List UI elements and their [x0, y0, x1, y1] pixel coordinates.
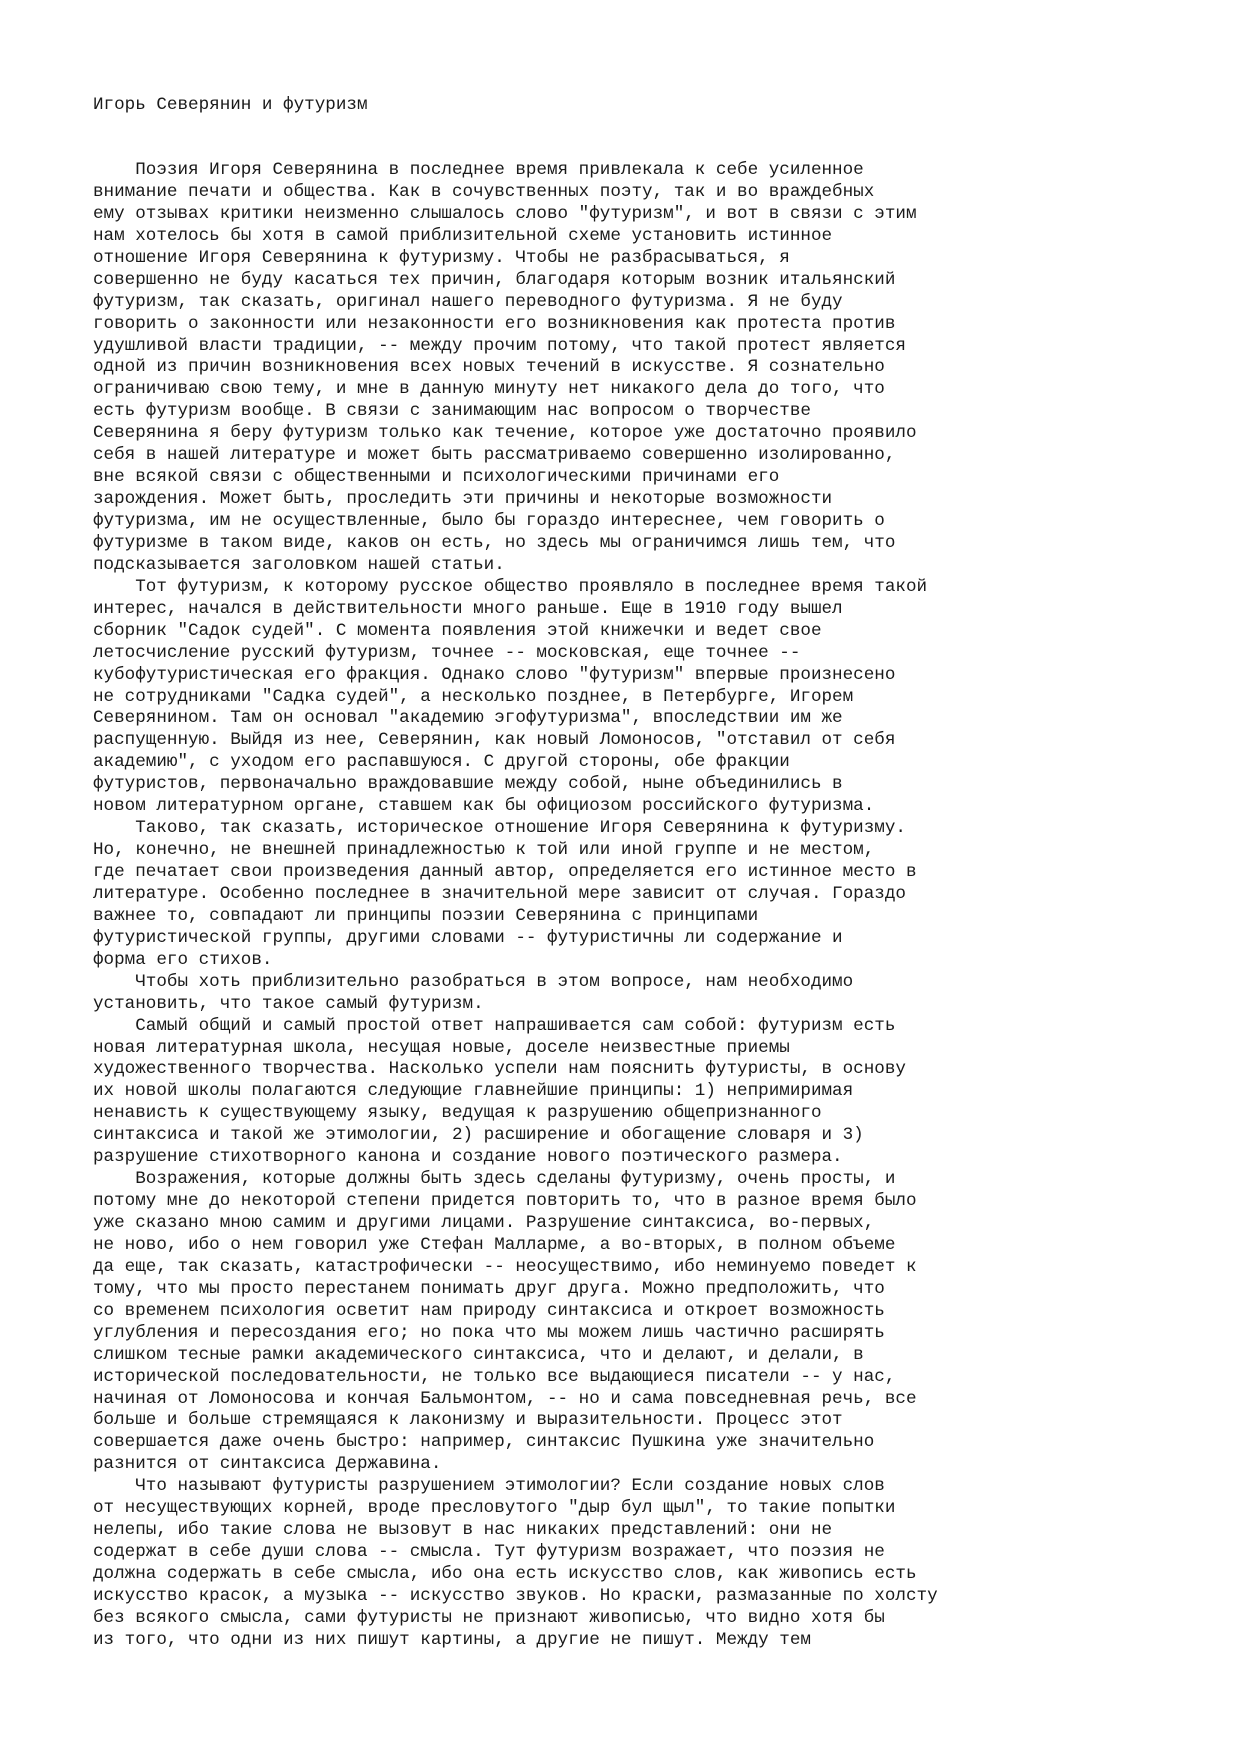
text-line: новом литературном органе, ставшем как бы официозом российского футуризма. — [93, 796, 875, 817]
text-line: со временем психология осветит нам природу синтаксиса и откроет возможность — [93, 1300, 885, 1321]
text-line: Но, конечно, не внешней принадлежностью к той или иной группе и не местом, — [93, 840, 875, 861]
text-line: тому, что мы просто перестанем понимать друг друга. Можно предположить, что — [93, 1278, 885, 1299]
text-line: себя в нашей литературе и может быть рассматриваемо совершенно изолированно, — [93, 445, 896, 466]
text-line: больше и больше стремящаяся к лаконизму и выразительности. Процесс этот — [93, 1410, 843, 1431]
text-line: Чтобы хоть приблизительно разобраться в этом вопросе, нам необходимо — [93, 971, 854, 992]
text-line: да еще, так сказать, катастрофически -- неосуществимо, ибо неминуемо поведет к — [93, 1256, 917, 1277]
text-line: ему отзывах критики неизменно слышалось слово "футуризм", и вот в связи с этим — [93, 203, 917, 224]
text-line: форма его стихов. — [93, 949, 273, 970]
text-line: сборник "Садок судей". С момента появления этой книжечки и ведет свое — [93, 620, 822, 641]
text-line: слишком тесные рамки академического синтаксиса, что и делают, и делали, в — [93, 1344, 864, 1365]
text-line: футуризме в таком виде, каков он есть, но здесь мы ограничимся лишь тем, что — [93, 532, 896, 553]
text-line: Тот футуризм, к которому русское общество проявляло в последнее время такой — [93, 576, 928, 597]
text-line: ограничиваю свою тему, и мне в данную минуту нет никакого дела до того, что — [93, 379, 885, 400]
text-line: говорить о законности или незаконности его возникновения как протеста против — [93, 313, 896, 334]
text-line: искусство красок, а музыка -- искусство звуков. Но краски, размазанные по холсту — [93, 1585, 938, 1606]
text-line: футуризм, так сказать, оригинал нашего переводного футуризма. Я не буду — [93, 291, 843, 312]
text-line: начиная от Ломоносова и кончая Бальмонтом, -- но и сама повседневная речь, все — [93, 1388, 917, 1409]
text-line: литературе. Особенно последнее в значительной мере зависит от случая. Гораздо — [93, 883, 906, 904]
text-line: внимание печати и общества. Как в сочувственных поэту, так и во враждебных — [93, 181, 875, 202]
text-line: установить, что такое самый футуризм. — [93, 993, 484, 1014]
text-line: не ново, ибо о нем говорил уже Стефан Малларме, а во-вторых, в полном объеме — [93, 1234, 896, 1255]
text-line: содержат в себе души слова -- смысла. Тут футуризм возражает, что поэзия не — [93, 1542, 885, 1563]
text-line: Что называют футуристы разрушением этимологии? Если создание новых слов — [93, 1476, 885, 1497]
text-line: футуристической группы, другими словами -- футуристичны ли содержание и — [93, 927, 843, 948]
text-line: исторической последовательности, не только все выдающиеся писатели -- у нас, — [93, 1366, 896, 1387]
document-title: Игорь Северянин и футуризм — [93, 95, 368, 115]
text-line: Самый общий и самый простой ответ напрашивается сам собой: футуризм есть — [93, 1015, 896, 1036]
text-line: их новой школы полагаются следующие главнейшие принципы: 1) непримиримая — [93, 1081, 854, 1102]
text-line: отношение Игоря Северянина к футуризму. Чтобы не разбрасываться, я — [93, 247, 790, 268]
text-line: где печатает свои произведения данный автор, определяется его истинное место в — [93, 862, 917, 882]
text-line: разнится от синтаксиса Державина. — [93, 1454, 442, 1475]
text-line: синтаксиса и такой же этимологии, 2) расширение и обогащение словаря и 3) — [93, 1125, 864, 1146]
text-line: есть футуризм вообще. В связи с занимающим нас вопросом о творчестве — [93, 401, 811, 422]
text-line: из того, что одни из них пишут картины, а другие не пишут. Между тем — [93, 1629, 811, 1650]
text-line: Таково, так сказать, историческое отношение Игоря Северянина к футуризму. — [93, 818, 906, 839]
text-line: кубофутуристическая его фракция. Однако слово "футуризм" впервые произнесено — [93, 664, 896, 685]
document-body — [93, 160, 938, 1652]
text-line: ненависть к существующему языку, ведущая к разрушению общепризнанного — [93, 1103, 822, 1124]
text-line: от несуществующих корней, вроде пресловутого "дыр бул щыл", то такие попытки — [93, 1498, 896, 1519]
text-line: Поэзия Игоря Северянина в последнее время привлекала к себе усиленное — [93, 160, 864, 180]
text-line: удушливой власти традиции, -- между прочим потому, что такой протест является — [93, 335, 906, 356]
text-line: вне всякой связи с общественными и психологическими причинами его — [93, 467, 780, 488]
text-line: распущенную. Выйдя из нее, Северянин, как новый Ломоносов, "отставил от себя — [93, 730, 896, 751]
text-line: без всякого смысла, сами футуристы не признают живописью, что видно хотя бы — [93, 1607, 885, 1628]
text-line: интерес, начался в действительности много раньше. Еще в 1910 году вышел — [93, 598, 843, 619]
text-line: футуристов, первоначально враждовавшие между собой, ныне объединились в — [93, 774, 843, 795]
text-line: углубления и пересоздания его; но пока что мы можем лишь частично расширять — [93, 1322, 885, 1343]
text-line: новая литературная школа, несущая новые, доселе неизвестные приемы — [93, 1037, 790, 1058]
text-line: уже сказано мною самим и другими лицами. Разрушение синтаксиса, во-первых, — [93, 1213, 875, 1233]
text-line: футуризма, им не осуществленные, было бы гораздо интереснее, чем говорить о — [93, 511, 885, 531]
text-line: нам хотелось бы хотя в самой приблизительной схеме установить истинное — [93, 225, 833, 246]
text-line: художественного творчества. Насколько успели нам пояснить футуристы, в основу — [93, 1059, 906, 1080]
text-line: нелепы, ибо такие слова не вызовут в нас никаких представлений: они не — [93, 1520, 833, 1541]
text-line: подсказывается заголовком нашей статьи. — [93, 554, 505, 575]
text-line: зарождения. Может быть, проследить эти причины и некоторые возможности — [93, 489, 833, 510]
text-line: академию", с уходом его распавшуюся. С другой стороны, обе фракции — [93, 752, 790, 773]
text-line: совершенно не буду касаться тех причин, благодаря которым возник итальянский — [93, 269, 896, 290]
text-line: Возражения, которые должны быть здесь сделаны футуризму, очень просты, и — [93, 1169, 896, 1190]
text-line: должна содержать в себе смысла, ибо она есть искусство слов, как живопись есть — [93, 1564, 917, 1584]
text-line: одной из причин возникновения всех новых течений в искусстве. Я сознательно — [93, 357, 885, 378]
text-line: Северянина я беру футуризм только как течение, которое уже достаточно проявило — [93, 423, 917, 444]
text-line: важнее то, совпадают ли принципы поэзии Северянина с принципами — [93, 905, 759, 926]
text-line: потому мне до некоторой степени придется повторить то, что в разное время было — [93, 1191, 917, 1212]
text-line: совершается даже очень быстро: например, синтаксис Пушкина уже значительно — [93, 1432, 875, 1453]
text-line: не сотрудниками "Садка судей", а несколько позднее, в Петербурге, Игорем — [93, 686, 854, 707]
text-line: разрушение стихотворного канона и создание нового поэтического размера. — [93, 1147, 843, 1168]
text-line: Северянином. Там он основал "академию эгофутуризма", впоследствии им же — [93, 708, 843, 729]
text-line: летосчисление русский футуризм, точнее -- московская, еще точнее -- — [93, 642, 801, 663]
